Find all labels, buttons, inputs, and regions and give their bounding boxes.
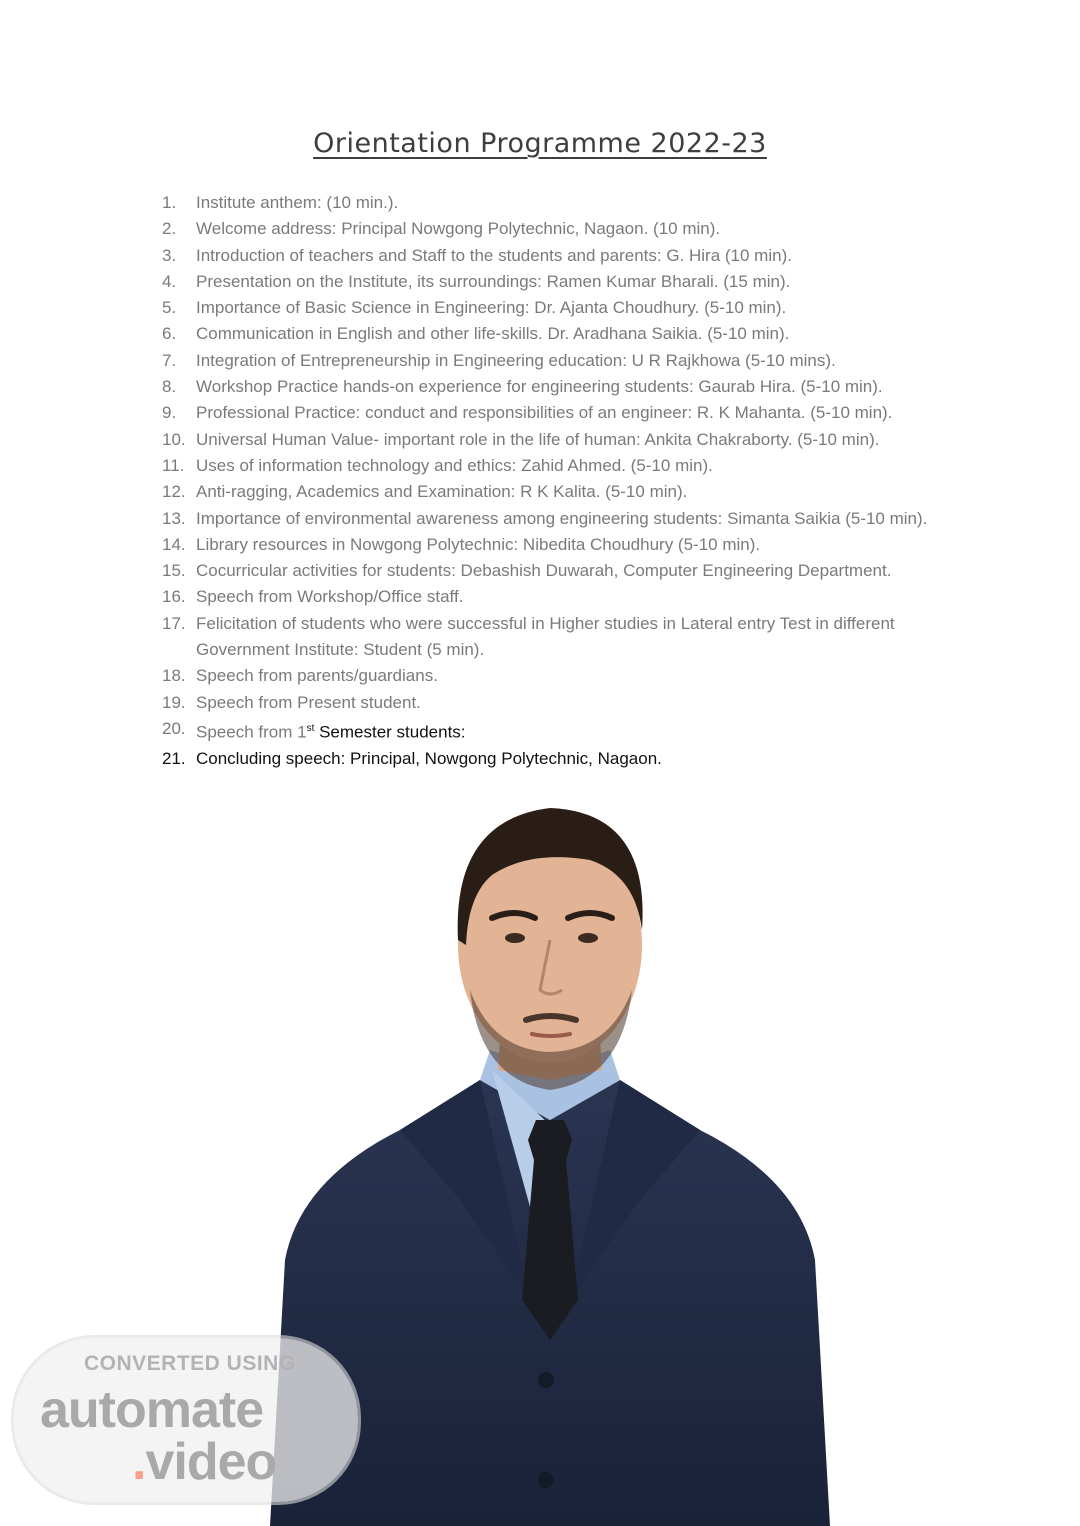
list-item: 3. Introduction of teachers and Staff to the students and parents: G. Hira (10 min). xyxy=(162,245,792,265)
list-item: 5. Importance of Basic Science in Engineering: Dr. Ajanta Choudhury. (5-10 min). xyxy=(162,298,787,318)
programme-list xyxy=(162,190,962,772)
list-item: 9. Professional Practice: conduct and responsibilities of an engineer: R. K Mahanta. (5-10 min). xyxy=(162,403,893,423)
list-item: 19. Speech from Present student. xyxy=(162,692,421,712)
suit-button xyxy=(538,1372,554,1388)
list-item: 15. Cocurricular activities for students: Debashish Duwarah, Computer Engineering Department. xyxy=(162,561,892,581)
watermark-caption: CONVERTED USING xyxy=(84,1352,296,1375)
list-item: 20. Speech from 1st Semester students: xyxy=(162,718,466,742)
list-item: 13. Importance of environmental awareness among engineering students: Simanta Saikia (5-10 min). xyxy=(162,508,928,528)
list-item: 6. Communication in English and other life-skills. Dr. Aradhana Saikia. (5-10 min). xyxy=(162,324,790,344)
watermark-brand-suffix: .video xyxy=(132,1433,277,1491)
watermark-brand: automate xyxy=(40,1381,264,1439)
list-item: 16. Speech from Workshop/Office staff. xyxy=(162,587,464,607)
list-item: 18. Speech from parents/guardians. xyxy=(162,666,438,686)
list-item: 11. Uses of information technology and ethics: Zahid Ahmed. (5-10 min). xyxy=(162,455,713,475)
list-item: 14. Library resources in Nowgong Polytechnic: Nibedita Choudhury (5-10 min). xyxy=(162,534,761,554)
list-item: 17. Felicitation of students who were successful in Higher studies in Lateral entry Test in different Government Institute: Student (5 min). xyxy=(162,613,895,660)
watermark-badge xyxy=(14,1338,358,1502)
list-item: 7. Integration of Entrepreneurship in Engineering education: U R Rajkhowa (5-10 mins). xyxy=(162,350,836,370)
list-item: 4. Presentation on the Institute, its surroundings: Ramen Kumar Bharali. (15 min). xyxy=(162,271,791,291)
list-item: 8. Workshop Practice hands-on experience for engineering students: Gaurab Hira. (5-10 min). xyxy=(162,377,883,397)
suit-button xyxy=(538,1472,554,1488)
page-title: Orientation Programme 2022-23 xyxy=(313,128,767,159)
list-item: 2. Welcome address: Principal Nowgong Polytechnic, Nagaon. (10 min). xyxy=(162,219,721,239)
list-item: 12. Anti-ragging, Academics and Examination: R K Kalita. (5-10 min). xyxy=(162,482,688,502)
list-item: 21. Concluding speech: Principal, Nowgong Polytechnic, Nagaon. xyxy=(162,748,662,768)
list-item: 1. Institute anthem: (10 min.). xyxy=(162,193,399,212)
list-item: 10. Universal Human Value- important role in the life of human: Ankita Chakraborty. (5-10 min). xyxy=(162,429,880,449)
